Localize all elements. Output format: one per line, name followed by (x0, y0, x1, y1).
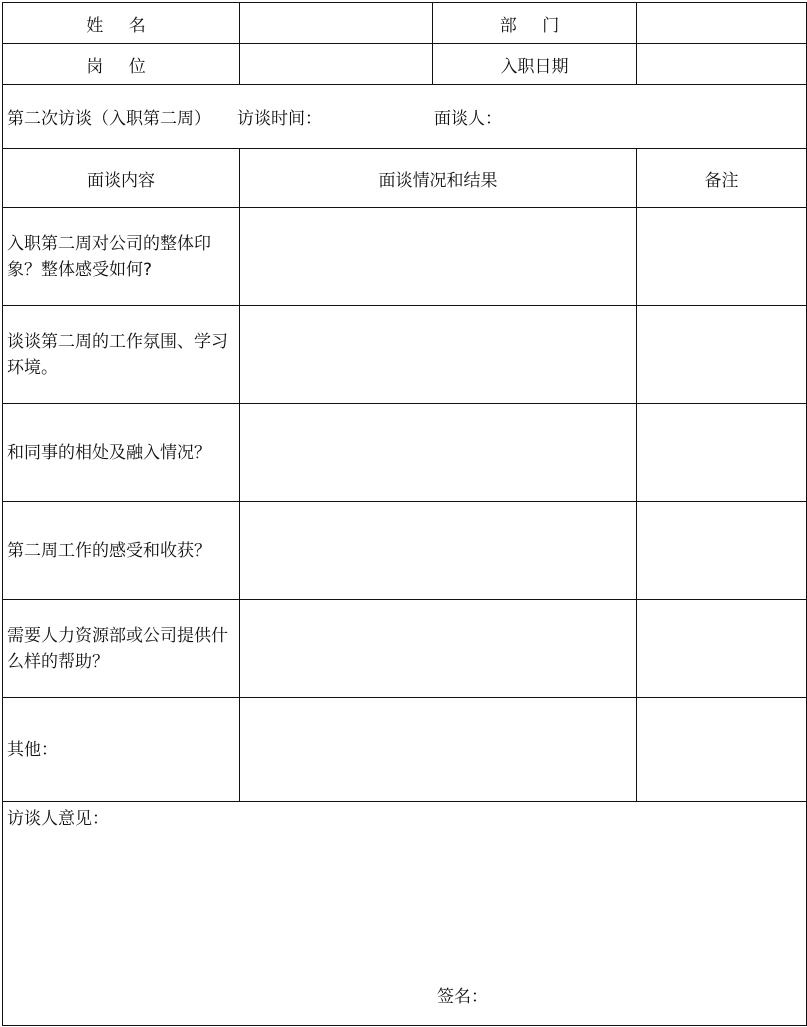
interview-form-table (2, 2, 807, 1026)
remarks-cell[interactable] (637, 306, 807, 404)
interviewer-label: 面谈人： (434, 109, 502, 129)
hire-date-value-cell[interactable] (637, 44, 807, 85)
session-info-row (3, 85, 807, 149)
remarks-cell[interactable] (637, 208, 807, 306)
question-help-needed: 需要人力资源部或公司提供什么样的帮助？ (3, 600, 240, 698)
name-label: 姓 名 (3, 3, 240, 44)
remarks-cell[interactable] (637, 698, 807, 802)
signature-label: 签名： (437, 987, 488, 1007)
question-overall-impression: 入职第二周对公司的整体印象？整体感受如何? (3, 208, 240, 306)
remarks-cell[interactable] (637, 600, 807, 698)
department-label: 部 门 (433, 3, 637, 44)
name-department-row (3, 3, 807, 44)
result-cell[interactable] (240, 208, 637, 306)
header-result: 面谈情况和结果 (240, 149, 637, 208)
hire-date-label: 入职日期 (433, 44, 637, 85)
header-content: 面谈内容 (3, 149, 240, 208)
question-row (3, 698, 807, 802)
question-colleague-integration: 和同事的相处及融入情况？ (3, 404, 240, 502)
interviewer-opinion-label: 访谈人意见： (7, 809, 109, 829)
result-cell[interactable] (240, 306, 637, 404)
question-row (3, 404, 807, 502)
question-work-gains: 第二周工作的感受和收获？ (3, 502, 240, 600)
result-cell[interactable] (240, 600, 637, 698)
remarks-cell[interactable] (637, 404, 807, 502)
department-value-cell[interactable] (637, 3, 807, 44)
position-hire-date-row (3, 44, 807, 85)
remarks-cell[interactable] (637, 502, 807, 600)
question-row (3, 208, 807, 306)
column-header-row (3, 149, 807, 208)
result-cell[interactable] (240, 404, 637, 502)
interviewer-opinion-row (3, 802, 807, 1026)
position-value-cell[interactable] (240, 44, 433, 85)
question-other: 其他： (3, 698, 240, 802)
question-row (3, 600, 807, 698)
position-label: 岗 位 (3, 44, 240, 85)
result-cell[interactable] (240, 698, 637, 802)
question-row (3, 502, 807, 600)
question-work-environment: 谈谈第二周的工作氛围、学习环境。 (3, 306, 240, 404)
result-cell[interactable] (240, 502, 637, 600)
session-title: 第二次访谈（入职第二周） (7, 109, 211, 129)
session-info-cell (3, 85, 807, 149)
name-value-cell[interactable] (240, 3, 433, 44)
header-remarks: 备注 (637, 149, 807, 208)
interview-time-label: 访谈时间： (237, 109, 322, 129)
interviewer-opinion-cell[interactable] (3, 802, 807, 1026)
question-row (3, 306, 807, 404)
